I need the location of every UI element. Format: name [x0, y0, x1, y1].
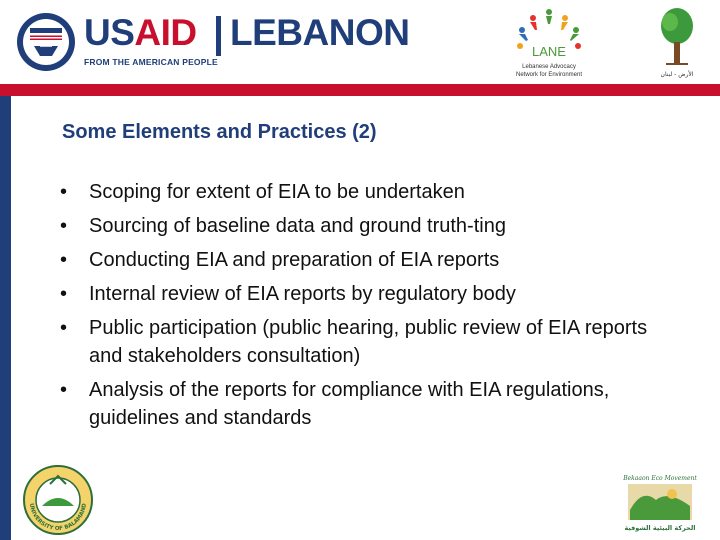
bullet-dot-icon: • [60, 317, 68, 339]
bullet-dot-icon: • [60, 215, 68, 237]
header-bar [0, 0, 720, 84]
university-seal-icon [22, 462, 94, 538]
lane-logo-icon [508, 4, 590, 82]
eco-arabic: الحركة البيئية الشوفية [624, 524, 696, 532]
bullet-item: • Sourcing of baseline data and ground truth-ting [60, 212, 660, 240]
left-accent-stripe [0, 96, 11, 540]
bullet-dot-icon: • [60, 379, 68, 401]
header-red-band [0, 84, 720, 96]
bullet-list [60, 178, 660, 438]
bullet-item: • Scoping for extent of EIA to be undertaken [60, 178, 660, 206]
usaid-country: LEBANON [230, 12, 410, 53]
usaid-divider [216, 16, 221, 56]
lane-subtitle-1: Lebanese Advocacy [522, 64, 576, 70]
bullet-item: • Internal review of EIA reports by regulatory body [60, 280, 660, 308]
university-text: UNIVERSITY OF BALAMAND [27, 503, 89, 533]
tree-logo-icon [652, 4, 702, 80]
bullet-item: • Public participation (public hearing, public review of EIA reports and stakeholders consultation) [60, 314, 660, 370]
bullet-dot-icon: • [60, 283, 68, 305]
eco-movement-logo-icon [622, 470, 698, 536]
lane-subtitle-2: Network for Environment [515, 72, 583, 78]
lane-name: LANE [532, 44, 566, 59]
usaid-wordmark: USAID [84, 12, 197, 53]
bullet-item: • Analysis of the reports for compliance with EIA regulations, guidelines and standards [60, 376, 660, 432]
bullet-dot-icon: • [60, 249, 68, 271]
eco-title: Bekaaon Eco Movement [623, 475, 697, 482]
usaid-tagline: FROM THE AMERICAN PEOPLE [84, 57, 218, 67]
bullet-dot-icon: • [60, 181, 68, 203]
usaid-seal-icon [16, 12, 76, 72]
tree-caption: الأرض - لبنان [660, 71, 694, 78]
slide-title: Some Elements and Practices (2) [62, 121, 377, 143]
bullet-item: • Conducting EIA and preparation of EIA reports [60, 246, 660, 274]
